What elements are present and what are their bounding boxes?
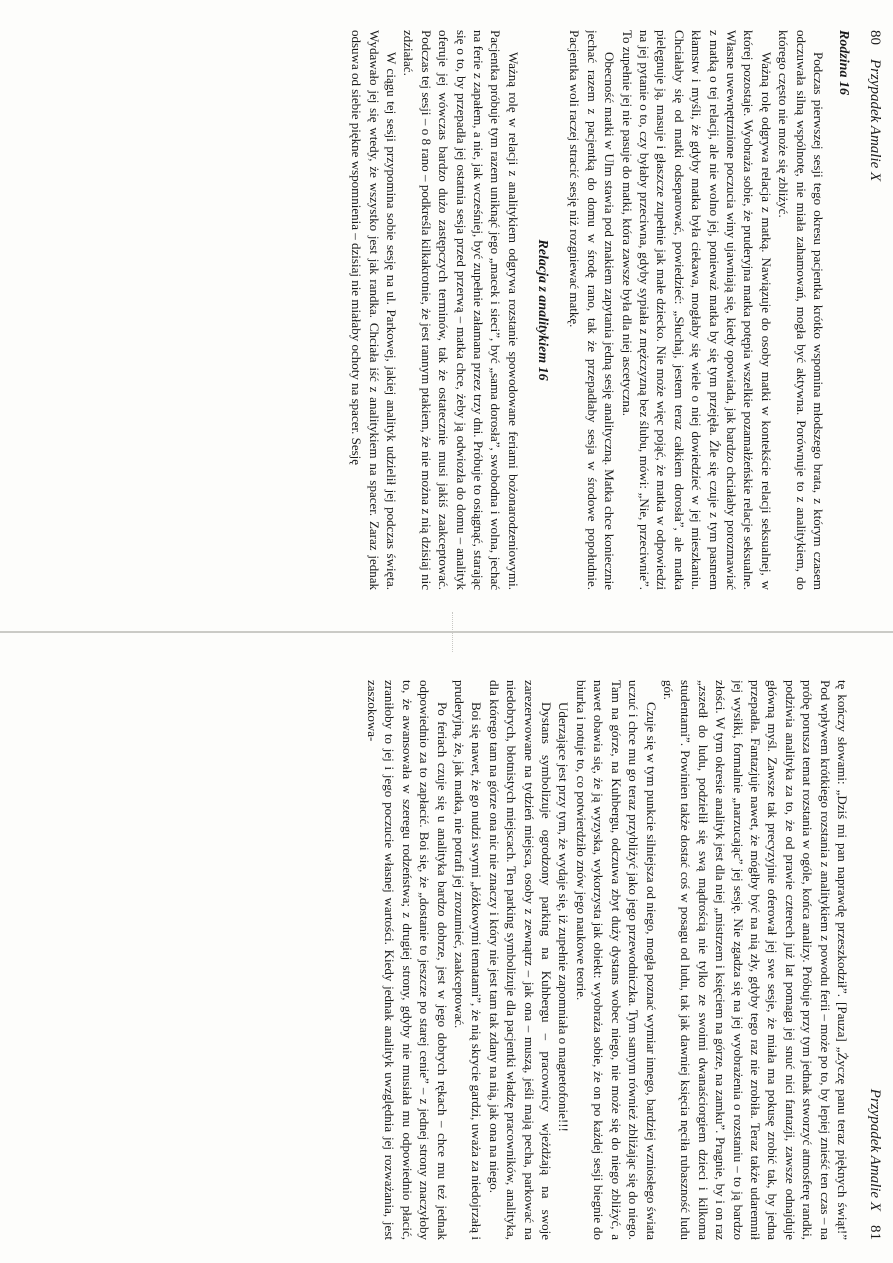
right-page	[13, 680, 883, 1240]
left-running-head	[857, 30, 883, 590]
right-running-head	[857, 680, 883, 1240]
right-page-number: 81	[867, 1225, 883, 1240]
right-paragraph-2: Czuje się w tym punkcie silniejsza od niego, mogła poznać wymiar innego, bardziej wzniosłego świata uczuć i chce mu go teraz przybliżyć jako jego przewodniczka. Tym samym również zbliżając się do niego. Tam na górze, na Kuhbergu, odczuwa zbyt duży dystans wobec niego, nie może się do niego zbliżyć, a nawet obawia się, że ją wyzyska, wykorzysta jak obiekt: wyobraża sobie, że on po każdej sesji biegnie do biurka i notuje to, co potwierdziło znów jego naukowe teorie.	[573, 680, 659, 1240]
gutter-dotted-mark	[451, 612, 453, 652]
left-page	[13, 30, 883, 590]
section-title-relacja: Relacja z analitykiem 16	[534, 239, 550, 381]
right-paragraph-1: tę kończy słowami: „Dziś mi pan naprawdę przeszkodził”. [Pauza] „Życzę panu teraz pięknych świąt!” Pod wpływem krótkiego rozstania z analitykiem z powodu ferii – może po to, by lepiej znieść ten czas – na próbę porusza temat rozstania w ogóle, końca analizy. Próbuje przy tym jednak stworzyć atmosferę randki, podziwia analityka za to, że od prawie czterech już lat pomaga jej snuć nici fantazji, zawsze odnajduje główną myśl. Zawsze tak precyzyjnie oferował jej swe sesje, że miała ma pokusę zrobić tak, by jedna przepadła. Fantazjuje nawet, że mógłby być na nią zły, gdyby tego raz nie zrobiła. Teraz także udaremnił jej wysiłki, formalnie „narzucając” jej sesję. Nie zgadza się na jej wyobrażenia o rozstaniu – to ją bardzo złości. W tym okresie analityk jest dla niej „mistrzem i księciem na górze, na zamku”. Pragnie, by i on raz „zszedł do ludu, podzielił się swą mądrością nie tylko ze swoimi dwanaściorgiem dzieci i kilkoma studentami”. Powinien także dostać coś w posagu od ludu, tak jak dawniej księcia nęciła rubaszność ludu gór.	[660, 680, 850, 1240]
left-paragraph-5: W ciągu tej sesji przypomina sobie sesję na ul. Parkowej, jakiej analityk udzielił jej podczas święta. Wydawało jej się wtedy, że wszystko jest jak randka. Chciała iść z analitykiem na spacer. Zaraz jednak odsuwa od siebie piękne wspomnienia – dzisiaj nie miałaby ochoty na spacer. Sesję	[349, 30, 400, 590]
book-gutter	[0, 631, 893, 633]
left-paragraph-4: Ważną rolę w relacji z analitykiem odgrywa rozstanie spowodowane feriami bożonarodzeniowymi. Pacjentka próbuje tym razem uniknąć jego „macek i sieci”, być „sama dorosła”, swobodna i wolna, jechać na ferie z zapałem, a nie, jak wcześniej, być zupełnie załamana przez trzy dni. Próbuje to osiągnąć, starając się o to, by przepadła jej ostatnia sesja przed przerwą – matka chce, żeby ją odwiozła do domu – analityk oferuje jej wówczas bardzo dużo zastępczych terminów, tak że ostatecznie musi jakiś zaakceptować. Podczas tej sesji – o 8 rano – podkreśla kilkakrotnie, że jest rannym ptakiem, że nie można z nią dzisiaj nic zdziałać.	[401, 30, 521, 590]
left-paragraph-1: Podczas pierwszej sesji tego okresu pacjentka krótko wspomina młodszego brata, z którym czasem odczuwała silną wspólnotę, nie miała zahamowań, mogła być aktywna. Porównuje to z analitykiem, do którego często nie może się zbliżyć.	[776, 30, 826, 590]
left-page-number: 80	[867, 30, 883, 45]
right-paragraph-5: Boi się nawet, że go nudzi swymi „łóżkowymi tematami”, że nią skrycie gardzi, uważa za niedojrzałą i pruderyjną, że, jak matka, nie potrafi jej zrozumieć, zaakceptować.	[452, 680, 485, 1240]
right-paragraph-3: Uderzające jest przy tym, że wydaje się, iż zupełnie zapomniała o magnetofonie!!!	[556, 702, 572, 1132]
left-paragraph-3: Obecność matki w Ulm stawia pod znakiem zapytania jedną sesję analityczną. Matka chce koniecznie jechać razem z pacjentką do domu w środę rano, tak że przepadłaby sesja w środowe popołudnie. Pacjentka woli raczej stracić sesję niż rozgniewać matkę.	[567, 30, 618, 590]
left-paragraph-2: Ważną rolę odgrywa relacja z matką. Nawiązuje do osoby matki w kontekście relacji seksualnej, w której pozostaje. Wyobraża sobie, że pruderyjna matka potępia wszelkie pozamałżeńskie relacje seksualne. Własne uwewnętrznione poczucia winy ujawniają się, kiedy opowiada, jak bardzo chciałaby porozmawiać z matką o tej relacji, ale nie wolno jej, ponieważ matka by się tym przejęła. Źle się czuje z tym pasmem kłamstw i myśli, że gdyby matka była ciekawa, mogłaby się wiele o niej dowiedzieć w jej mieszkaniu. Chciałaby się od matki odseparować, powiedzieć: „Słuchaj, jestem teraz całkiem dorosła”, ale matka pielęgnuje ją, masuje i głaszcze zupełnie jak małe dziecko. Nie może więc pojąć, że matka w odpowiedzi na jej pytanie o to, czy byłaby przeciwna, gdyby sypiała z mężczyzną bez ślubu, mówi: „Nie, przeciwnie”. To zupełnie jej nie pasuje do matki, która zawsze była dla niej ascetyczna.	[619, 30, 774, 590]
right-paragraph-6: Po feriach czuje się u analityka bardzo dobrze, jest w jego dobrych rękach – chce mu też jednak odpowiednio za to zapłacić. Boi się, że „dostanie to jeszcze po starej cenie” – z jednej strony znaczyłoby to, że awansowała w szeregu rodzeństwa; z drugiej strony, gdyby nie musiała mu odpowiednio płacić, zraniłoby to jej i jego poczucie własnej wartości. Kiedy jednak analityk uwzględnia jej rozważania, jest zaszokowa-	[365, 680, 450, 1240]
section-title-rodzina: Rodzina 16	[836, 30, 851, 95]
right-running-title: Przypadek Amalie X	[867, 1088, 883, 1211]
right-paragraph-4: Dystans symbolizuje ogrodzony parking na Kuhbergu – pracownicy wjeżdżają na swoje zarezerwowane na tydzień miejsca, osoby z zewnątrz – jak ona – muszą, jeśli mają pecha, parkować na niedobrych, błotnistych miejscach. Ten parking symbolizuje dla pacjentki władzę pracowników, analityka, dla którego tam na górze ona nic nie znaczy i który nie jest tam tak zdany na nią, jak ona na niego.	[486, 680, 555, 1240]
left-running-title: Przypadek Amalie X	[867, 59, 883, 182]
